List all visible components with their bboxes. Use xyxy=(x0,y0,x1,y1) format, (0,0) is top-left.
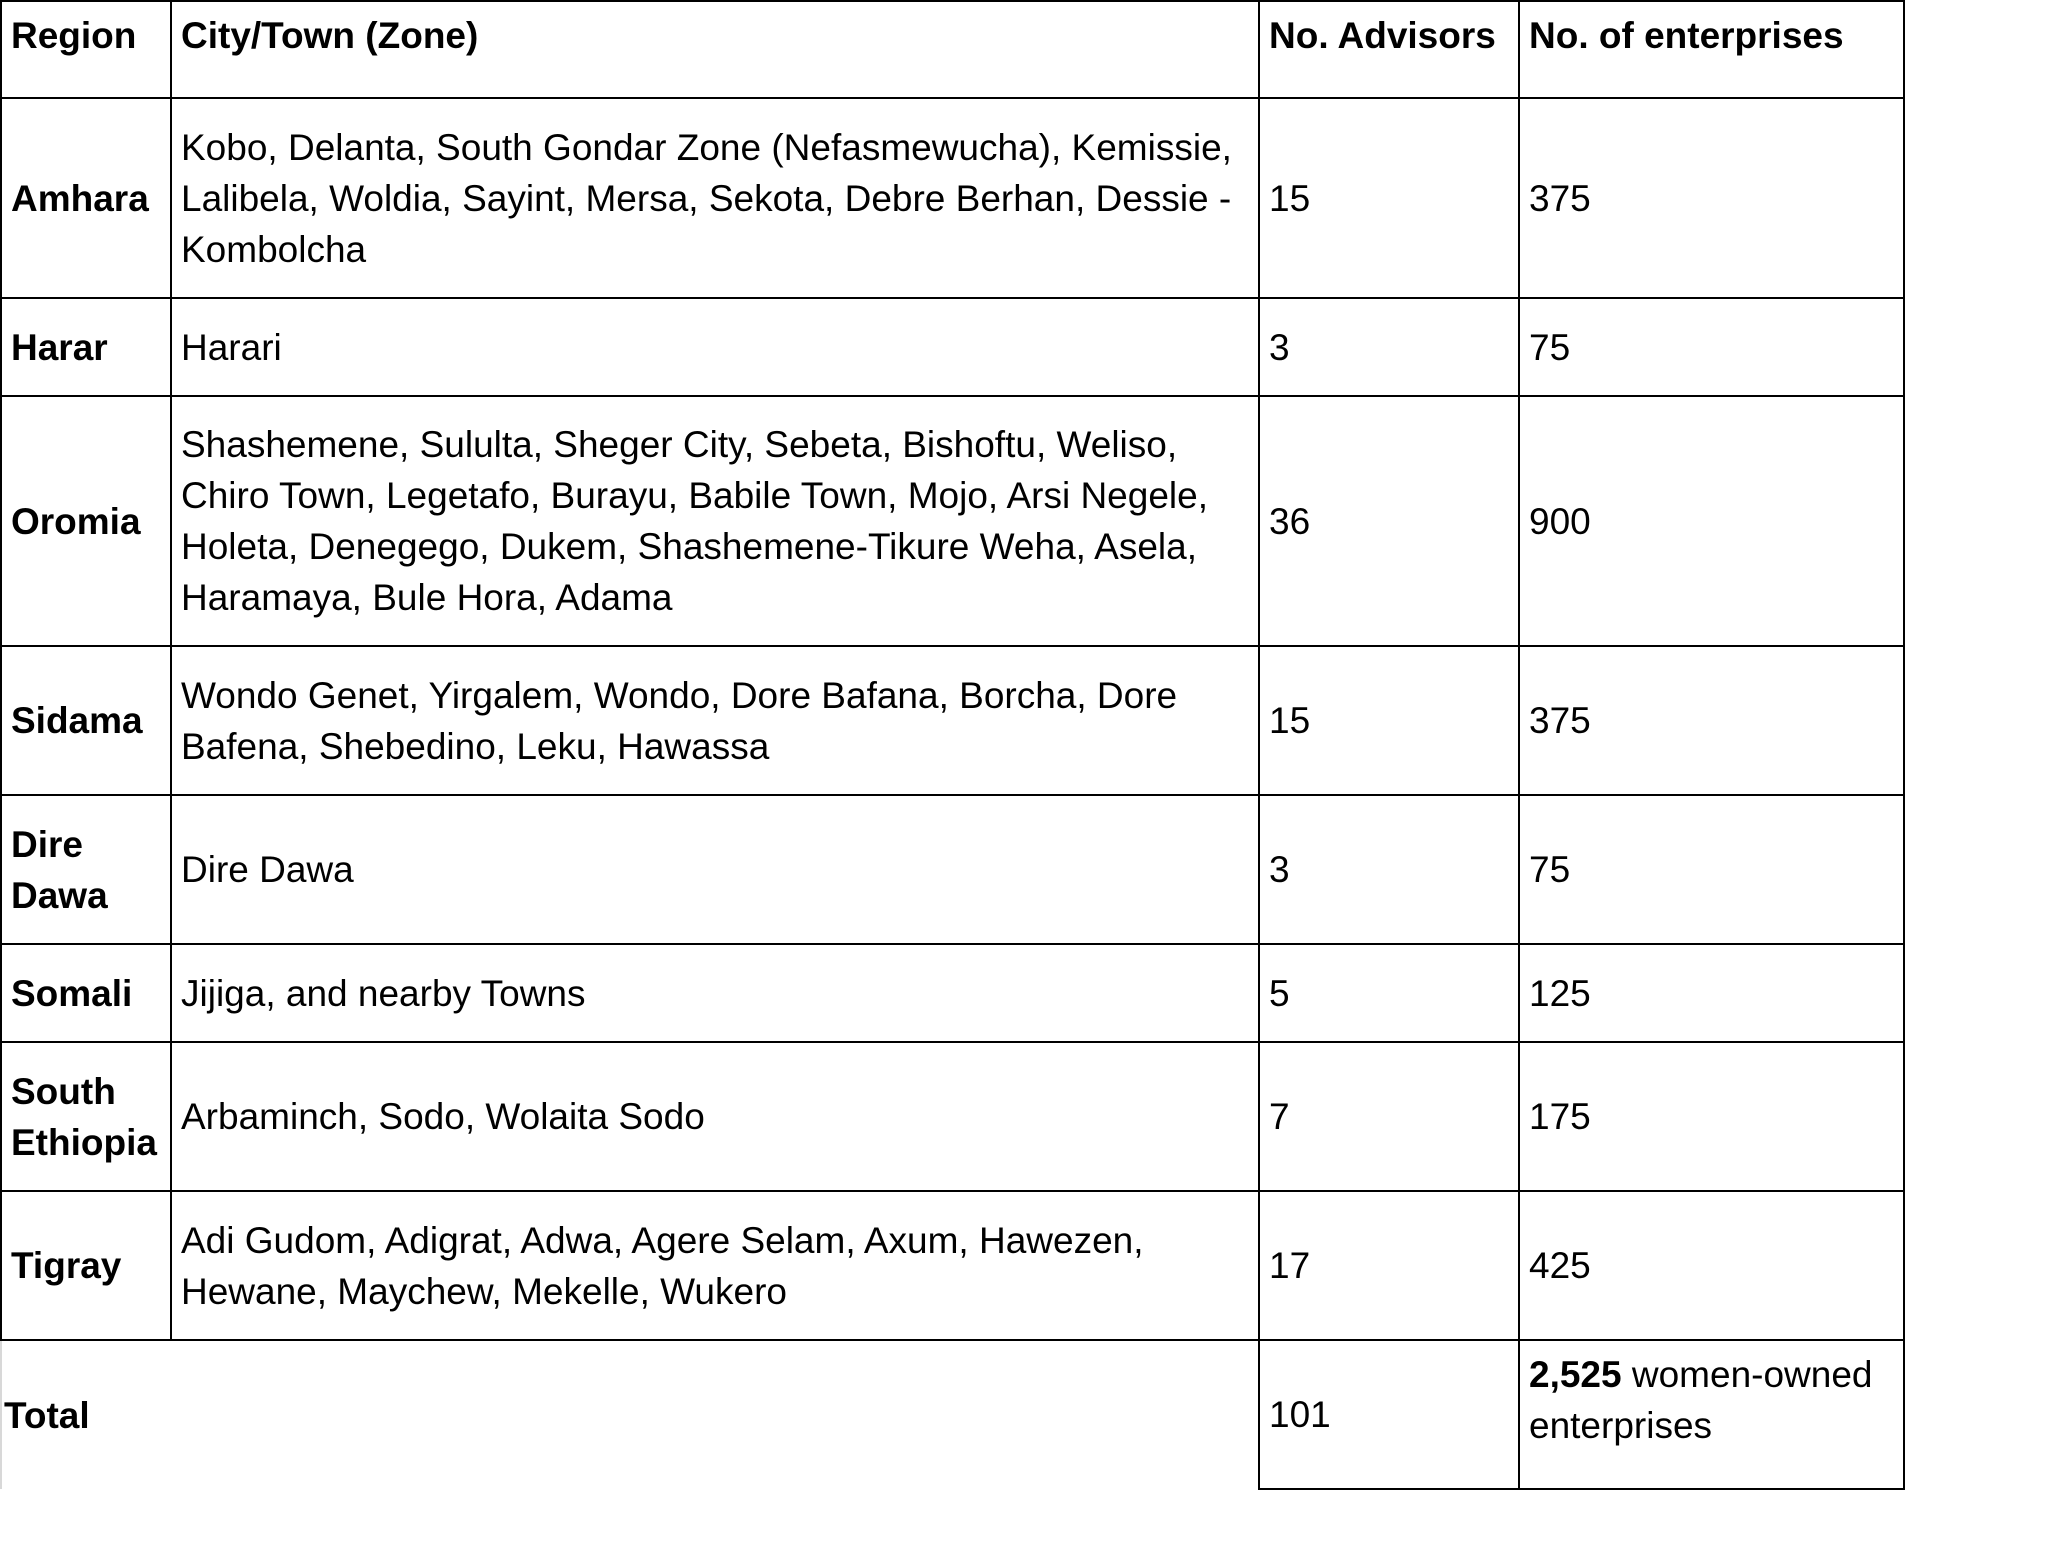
row-enterprises: 125 xyxy=(1519,944,1904,1042)
table-header-row xyxy=(1,1,1904,98)
row-enterprises: 425 xyxy=(1519,1191,1904,1340)
row-enterprises: 175 xyxy=(1519,1042,1904,1191)
row-cities: Arbaminch, Sodo, Wolaita Sodo xyxy=(171,1042,1259,1191)
row-cities: Kobo, Delanta, South Gondar Zone (Nefasmewucha), Kemissie, Lalibela, Woldia, Sayint, Mersa, Sekota, Debre Berhan, Dessie -Kombolcha xyxy=(171,98,1259,298)
row-enterprises: 375 xyxy=(1519,98,1904,298)
row-advisors: 3 xyxy=(1259,298,1519,396)
row-region: Oromia xyxy=(1,396,171,646)
table-row xyxy=(1,298,1904,396)
total-enterprises-suffix: women-owned enterprises xyxy=(1529,1354,1873,1446)
header-advisors: No. Advisors xyxy=(1259,1,1519,98)
total-advisors: 101 xyxy=(1259,1340,1519,1489)
row-enterprises: 75 xyxy=(1519,795,1904,944)
row-cities: Jijiga, and nearby Towns xyxy=(171,944,1259,1042)
row-advisors: 5 xyxy=(1259,944,1519,1042)
total-enterprises-number: 2,525 xyxy=(1529,1354,1622,1395)
row-advisors: 36 xyxy=(1259,396,1519,646)
row-region: Tigray xyxy=(1,1191,171,1340)
table-row xyxy=(1,98,1904,298)
header-city: City/Town (Zone) xyxy=(171,1,1259,98)
row-advisors: 15 xyxy=(1259,646,1519,795)
table-total-row xyxy=(1,1340,1904,1489)
header-region: Region xyxy=(1,1,171,98)
row-enterprises: 375 xyxy=(1519,646,1904,795)
table-row xyxy=(1,396,1904,646)
table-row xyxy=(1,944,1904,1042)
row-cities: Dire Dawa xyxy=(171,795,1259,944)
row-cities: Harari xyxy=(171,298,1259,396)
row-cities: Wondo Genet, Yirgalem, Wondo, Dore Bafana, Borcha, Dore Bafena, Shebedino, Leku, Hawassa xyxy=(171,646,1259,795)
row-advisors: 15 xyxy=(1259,98,1519,298)
row-region: Harar xyxy=(1,298,171,396)
row-advisors: 7 xyxy=(1259,1042,1519,1191)
header-enterprises: No. of enterprises xyxy=(1519,1,1904,98)
total-enterprises xyxy=(1519,1340,1904,1489)
row-enterprises: 900 xyxy=(1519,396,1904,646)
row-advisors: 3 xyxy=(1259,795,1519,944)
row-advisors: 17 xyxy=(1259,1191,1519,1340)
row-region: Amhara xyxy=(1,98,171,298)
table-row xyxy=(1,795,1904,944)
row-region: South Ethiopia xyxy=(1,1042,171,1191)
row-region: Sidama xyxy=(1,646,171,795)
row-cities: Shashemene, Sululta, Sheger City, Sebeta, Bishoftu, Weliso, Chiro Town, Legetafo, Burayu, Babile Town, Mojo, Arsi Negele, Holeta, Denegego, Dukem, Shashemene-Tikure Weha, Asela, Haramaya, Bule Hora, Adama xyxy=(171,396,1259,646)
total-label: Total xyxy=(1,1340,1259,1489)
table-row xyxy=(1,1042,1904,1191)
row-region: Dire Dawa xyxy=(1,795,171,944)
row-cities: Adi Gudom, Adigrat, Adwa, Agere Selam, Axum, Hawezen, Hewane, Maychew, Mekelle, Wukero xyxy=(171,1191,1259,1340)
row-enterprises: 75 xyxy=(1519,298,1904,396)
table-row xyxy=(1,1191,1904,1340)
table-row xyxy=(1,646,1904,795)
row-region: Somali xyxy=(1,944,171,1042)
